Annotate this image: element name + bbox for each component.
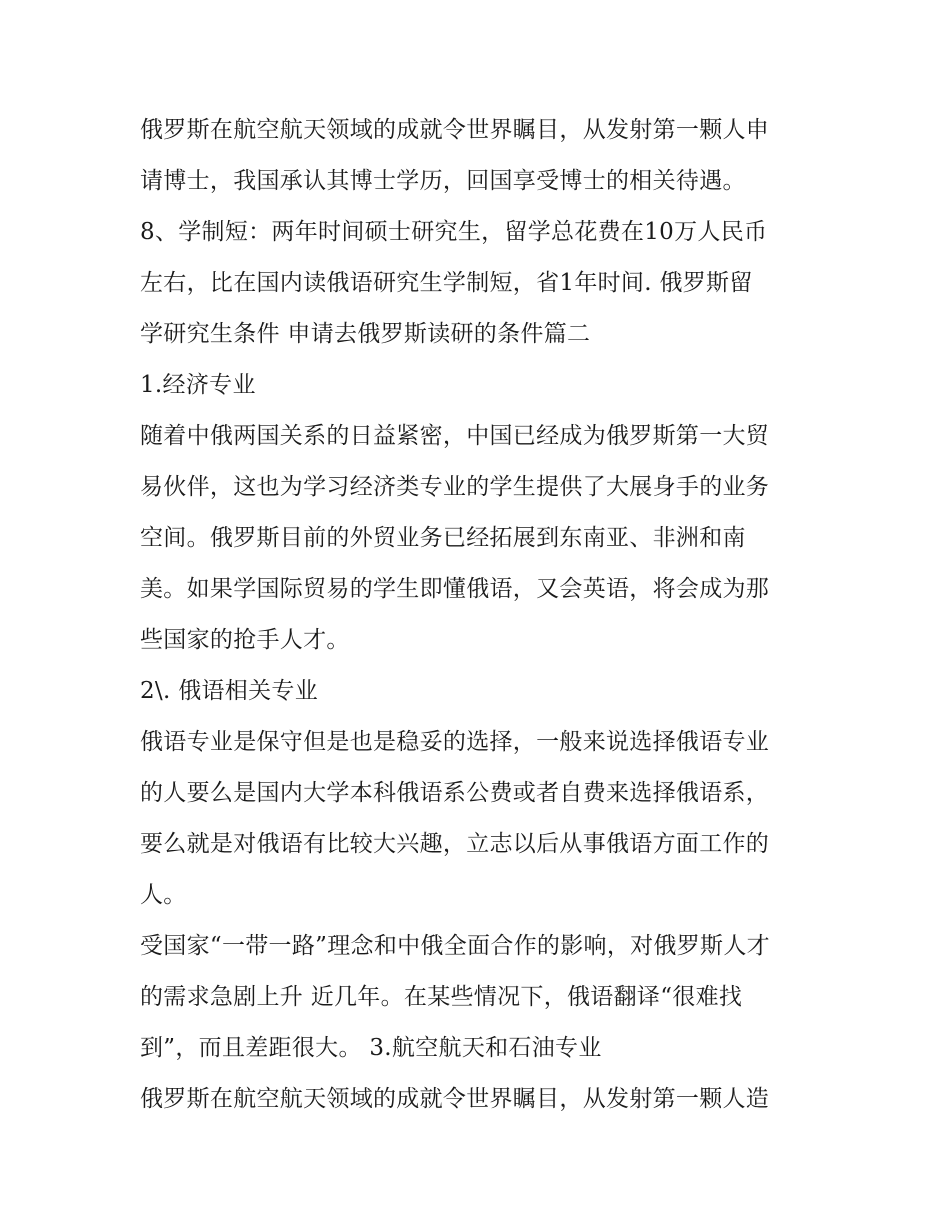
text-line-13: 俄语专业是保守但是也是稳妥的选择，一般来说选择俄语专业 [140, 729, 770, 755]
text-line-16: 人。 [140, 882, 187, 908]
document-body [140, 105, 820, 1125]
text-line-17: 受国家“一带一路”理念和中俄全面合作的影响，对俄罗斯人才 [140, 933, 770, 959]
text-line-11: 些国家的抢手人才。 [140, 627, 350, 653]
text-line-18: 的需求急剧上升 近几年。在某些情况下，俄语翻译“很难找 [140, 984, 743, 1010]
text-line-19: 到”，而且差距很大。 3.航空航天和石油专业 [140, 1035, 602, 1061]
text-line-7: 随着中俄两国关系的日益紧密，中国已经成为俄罗斯第一大贸 [140, 423, 770, 449]
text-line-8: 易伙伴，这也为学习经济类专业的学生提供了大展身手的业务 [140, 474, 770, 500]
section-heading-russian: 2\. 俄语相关专业 [140, 678, 319, 704]
text-line-9: 空间。俄罗斯目前的外贸业务已经拓展到东南亚、非洲和南 [140, 525, 746, 551]
section-heading-economics: 1.经济专业 [140, 372, 256, 398]
text-line-14: 的人要么是国内大学本科俄语系公费或者自费来选择俄语系， [140, 780, 770, 806]
text-line-5: 学研究生条件 申请去俄罗斯读研的条件篇二 [140, 321, 591, 347]
text-line-2: 请博士，我国承认其博士学历，回国享受博士的相关待遇。 [140, 168, 746, 194]
text-line-15: 要么就是对俄语有比较大兴趣，立志以后从事俄语方面工作的 [140, 831, 770, 857]
text-line-3: 8、学制短：两年时间硕士研究生，留学总花费在10万人民币 [140, 219, 768, 245]
text-line-1: 俄罗斯在航空航天领域的成就令世界瞩目，从发射第一颗人申 [140, 117, 770, 143]
text-line-10: 美。如果学国际贸易的学生即懂俄语，又会英语，将会成为那 [140, 576, 770, 602]
text-line-20: 俄罗斯在航空航天领域的成就令世界瞩目，从发射第一颗人造 [140, 1086, 770, 1112]
text-line-4: 左右，比在国内读俄语研究生学制短，省1年时间. 俄罗斯留 [140, 270, 753, 296]
